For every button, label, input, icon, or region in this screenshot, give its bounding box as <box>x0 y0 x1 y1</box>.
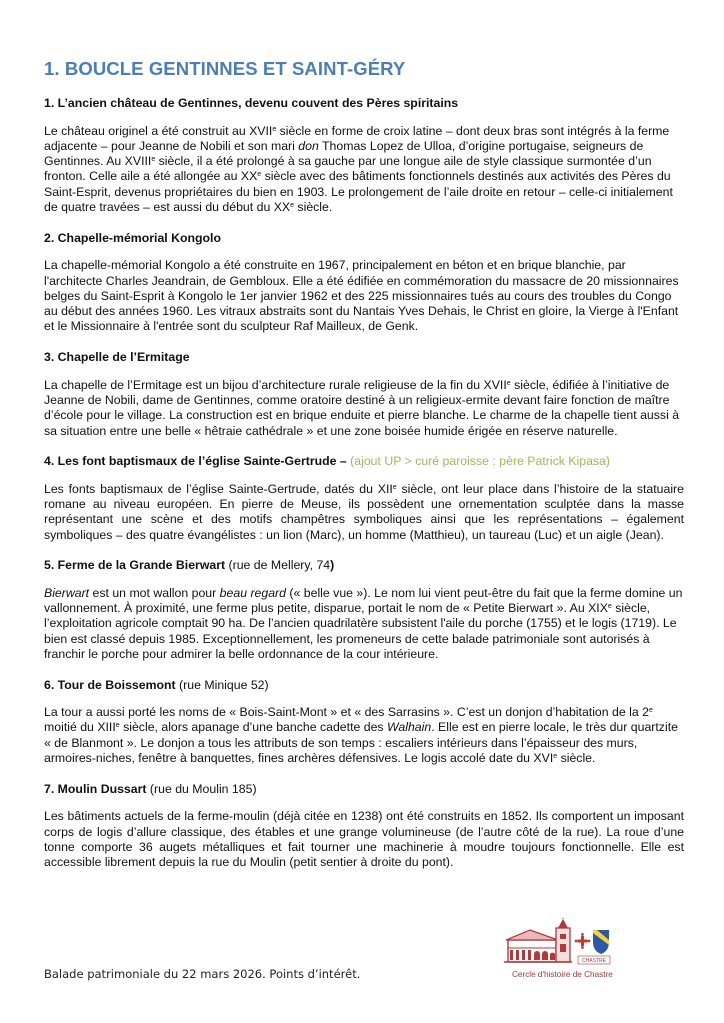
superscript: e <box>290 202 295 210</box>
section-heading-line <box>44 454 684 469</box>
text-run: Thomas Lopez de Ulloa, d’origine portugaise, seigneurs de Gentinnes. Au XVIII <box>44 138 644 169</box>
section-heading-line <box>44 96 684 111</box>
section-body <box>44 586 684 662</box>
section-heading: 6. Tour de Boissemont <box>44 677 176 692</box>
logo-caption: Cercle d'histoire de Chastre <box>512 970 613 979</box>
page-title: 1. BOUCLE GENTINNES ET SAINT-GÉRY <box>44 58 406 79</box>
footer-text: Balade patrimoniale du 22 mars 2026. Points d’intérêt. <box>44 967 361 981</box>
cercle-histoire-logo <box>500 918 630 988</box>
section-body <box>44 258 684 334</box>
text-run: Le château originel a été construit au XVII <box>44 123 273 138</box>
superscript: e <box>392 483 397 491</box>
text-run: siècle en forme de croix latine – dont deux bras sont intégrés à la ferme adjacente – pour Jeanne de Nobili et son mari <box>44 123 670 153</box>
superscript: e <box>607 603 612 611</box>
text-run: siècle avec des bâtiments fonctionnels destinés aux activités des Pères du Saint-Esprit, devenus propriétaires du bien en 1903. Le prolongement de l’aile droite en retour – celle-ci initialement de quatre travées – est aussi du début du XX <box>44 169 673 215</box>
text-run: siècle, alors apanage d’une banche cadette des <box>119 720 387 735</box>
italic-term: Bierwart <box>44 585 90 600</box>
section-2 <box>44 231 684 335</box>
section-body <box>44 378 684 439</box>
text-run: siècle. <box>557 751 596 766</box>
text-run: siècle, l’exploitation agricole comptait 90 ha. De l’ancien quadrilatère subsistent l'aile du porche (1755) et le logis (1719). Le bien est classé depuis 1985. Exceptionnellement, les promeneurs de cette balade patrimoniale sont autorisés à franchir le porche pour admirer la belle ordonnance de la cour intérieure. <box>44 601 677 661</box>
section-address: (rue de Mellery, 74 <box>225 558 331 573</box>
logo-small-label: CHASTRE <box>582 958 606 964</box>
section-heading: 1. L’ancien château de Gentinnes, devenu couvent des Pères spiritains <box>44 96 459 110</box>
italic-term: Walhain <box>386 720 432 735</box>
italic-term: beau regard <box>219 585 286 600</box>
text-run: moitié du XIII <box>44 720 116 735</box>
text-run: siècle, il a été prolongé à sa gauche par une longue aile de style classique surmontée d’un fronton. Celle aile a été allongée au XX <box>44 154 652 184</box>
superscript: e <box>115 722 120 730</box>
section-6 <box>44 678 684 767</box>
section-heading: 4. Les font baptismaux de l’église Sainte-Gertrude – <box>44 454 347 469</box>
section-body <box>44 124 684 216</box>
section-annotation: (ajout UP > curé paroisse : père Patrick Kipasa) <box>346 454 610 469</box>
section-heading-line <box>44 350 684 365</box>
document-content <box>44 96 684 886</box>
superscript: e <box>151 156 156 164</box>
section-body <box>44 809 684 870</box>
section-heading-line <box>44 558 684 573</box>
text-run: siècle, ont leur place dans l’histoire de la statuaire romane au niveau européen. En pierre de Meuse, ils possèdent une ornementation sculptée dans la masse représentant une scène et des motifs champêtres symboliques ainsi que les représentations – également symboliques – des quatre évangélistes : un lion (Marc), un homme (Matthieu), un taureau (Luc) et un aigle (Jean). <box>44 481 684 542</box>
section-heading-line <box>44 231 684 246</box>
section-body <box>44 705 684 766</box>
section-address: (rue Minique 52) <box>175 677 269 692</box>
section-1 <box>44 96 684 215</box>
superscript: e <box>553 753 558 761</box>
section-heading: 2. Chapelle-mémorial Kongolo <box>44 230 221 245</box>
section-5 <box>44 558 684 662</box>
text-run: est un mot wallon pour <box>89 585 220 600</box>
superscript: e <box>506 379 511 387</box>
superscript: e <box>648 707 653 715</box>
section-heading: 7. Moulin Dussart <box>44 781 147 796</box>
cross-icon <box>575 933 591 949</box>
section-heading-line <box>44 782 684 797</box>
section-address: (rue du Moulin 185) <box>146 781 257 796</box>
text-run: La chapelle de l’Ermitage est un bijou d’architecture rurale religieuse de la fin du XVII <box>44 377 507 392</box>
section-heading-tail: ) <box>330 558 335 573</box>
section-heading-line <box>44 678 684 693</box>
text-run: . Elle est en pierre locale, le très dur quartzite « de Blanmont ». Le donjon a tous les attributs de son temps : escaliers intérieurs dans l’épaisseur des murs, armoires-niches, fenêtre à banquettes, fines archères défensives. Le logis accolé date du XVI <box>44 720 678 766</box>
superscript: e <box>257 171 262 179</box>
text-run: La chapelle-mémorial Kongolo a été construite en 1967, principalement en béton et en brique blanchie, par l'architecte Charles Jeandrain, de Gembloux. Elle a été édifiée en commémoration du massacre de 20 missionnaires belges du Saint-Esprit à Kongolo le 1er janvier 1962 et des 225 missionnaires tués au cours des troubles du Congo au début des années 1960. Les vitraux abstraits sont du Nantais Yves Dehais, le Christ en gloire, la Vierge à l'Enfant et le Missionnaire à l'entrée sont du sculpteur Raf Mailleux, de Genk. <box>44 258 679 334</box>
section-body <box>44 482 684 543</box>
coat-of-arms-icon <box>593 930 609 954</box>
section-3 <box>44 350 684 439</box>
text-run: siècle, édifiée à l’initiative de Jeanne de Nobili, dame de Gentinnes, comme oratoire destiné à un religieux-ermite devant faire fonction de maître d’école pour le village. La construction est en brique enduite et pierre blanche. Le charme de la chapelle tient aussi à sa situation entre une belle « hêtraie cathédrale » et une zone boisée humide érigée en réserve naturelle. <box>44 377 680 438</box>
church-building-icon <box>500 918 630 973</box>
section-heading: 5. Ferme de la Grande Bierwart <box>44 558 226 573</box>
section-4 <box>44 454 684 543</box>
section-heading: 3. Chapelle de l’Ermitage <box>44 350 190 365</box>
text-run: La tour a aussi porté les noms de « Bois-Saint-Mont » et « des Sarrasins ». C’est un donjon d’habitation de la 2 <box>44 705 649 720</box>
italic-term: don <box>298 138 319 153</box>
superscript: e <box>272 125 277 133</box>
text-run: (« belle vue »). Le nom lui vient peut-être du fait que la ferme domine un vallonnement. À proximité, une ferme plus petite, disparue, portait le nom de « Petite Bierwart ». Au XIX <box>44 585 683 616</box>
section-7 <box>44 782 684 871</box>
text-run: Les fonts baptismaux de l’église Sainte-Gertrude, datés du XII <box>44 481 393 496</box>
text-run: Les bâtiments actuels de la ferme-moulin (déjà citée en 1238) ont été construits en 1852. Ils comportent un imposant corps de logis d’allure classique, des étables et une grange volumineuse (de l’autre côté de la rue). La roue d’une tonne comporte 36 augets métalliques et fait tourner une machinerie à moudre toujours fonctionnelle. Elle est accessible librement depuis la rue du Moulin (petit sentier à droite du pont). <box>44 809 684 870</box>
text-run: siècle. <box>294 200 333 215</box>
